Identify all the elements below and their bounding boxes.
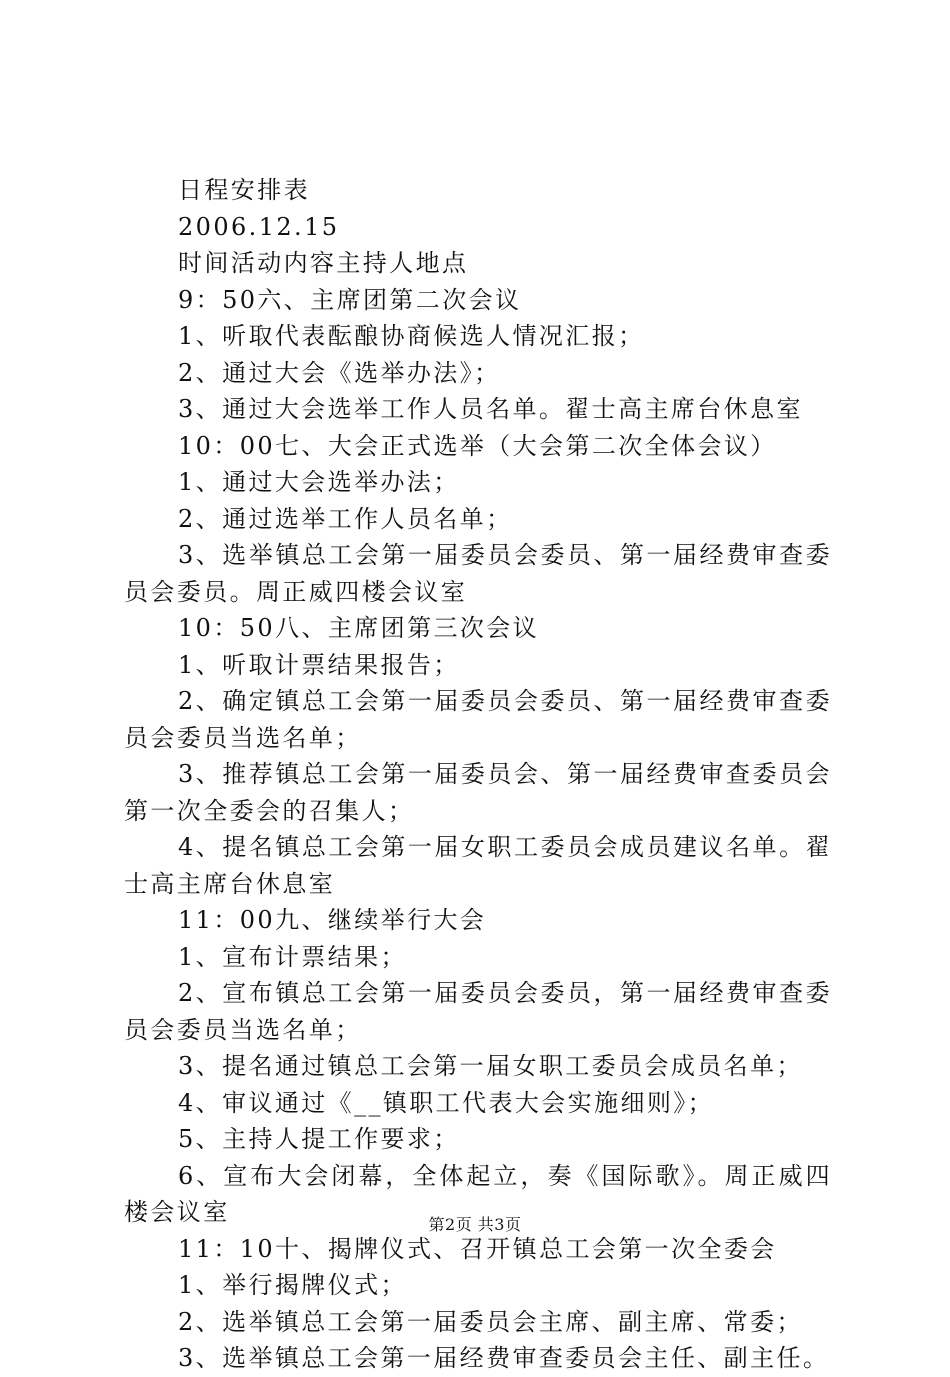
paragraph: 3、提名通过镇总工会第一届女职工委员会成员名单； — [178, 1052, 803, 1080]
paragraph: 9：50六、主席团第二次会议 — [178, 285, 522, 314]
doc-date: 2006.12.15 — [178, 212, 340, 241]
paragraph: 2、通过大会《选举办法》； — [178, 358, 501, 387]
paragraph: 6、宣布大会闭幕，全体起立，奏《国际歌》。周正威四楼会议室 — [124, 1161, 832, 1226]
paragraph: 2、确定镇总工会第一届委员会委员、第一届经费审查委员会委员当选名单； — [124, 687, 832, 752]
doc-title: 日程安排表 — [178, 176, 310, 204]
page-footer: 第2页 共3页 — [428, 1215, 522, 1234]
table-header-line: 时间活动内容主持人地点 — [178, 249, 469, 277]
paragraph: 11：00九、继续举行大会 — [178, 906, 487, 934]
paragraph: 2、通过选举工作人员名单； — [178, 504, 513, 533]
paragraph: 3、选举镇总工会第一届经费审查委员会主任、副主任。 — [178, 1344, 830, 1372]
paragraph: 3、推荐镇总工会第一届委员会、第一届经费审查委员会第一次全委会的召集人； — [124, 760, 832, 825]
paragraph: 1、听取代表酝酿协商候选人情况汇报； — [178, 322, 645, 350]
paragraph: 1、举行揭牌仪式； — [178, 1271, 407, 1299]
paragraph: 2、选举镇总工会第一届委员会主席、副主席、常委； — [178, 1307, 803, 1336]
paragraph: 4、审议通过《__镇职工代表大会实施细则》； — [178, 1088, 715, 1117]
paragraph: 3、选举镇总工会第一届委员会委员、第一届经费审查委员会委员。周正威四楼会议室 — [124, 541, 832, 606]
paragraph: 11：10十、揭牌仪式、召开镇总工会第一次全委会 — [178, 1234, 777, 1263]
paragraph: 5、主持人提工作要求； — [178, 1125, 460, 1153]
document-body — [124, 172, 832, 1377]
paragraph: 1、听取计票结果报告； — [178, 650, 460, 679]
paragraph: 4、提名镇总工会第一届女职工委员会成员建议名单。翟士高主席台休息室 — [124, 833, 832, 898]
paragraph: 10：00七、大会正式选举（大会第二次全体会议） — [178, 431, 777, 460]
paragraph: 2、宣布镇总工会第一届委员会委员，第一届经费审查委员会委员当选名单； — [124, 979, 832, 1044]
paragraph: 1、宣布计票结果； — [178, 942, 407, 971]
paragraph: 1、通过大会选举办法； — [178, 468, 460, 496]
paragraph: 10：50八、主席团第三次会议 — [178, 614, 540, 642]
paragraph: 3、通过大会选举工作人员名单。翟士高主席台休息室 — [178, 395, 803, 423]
